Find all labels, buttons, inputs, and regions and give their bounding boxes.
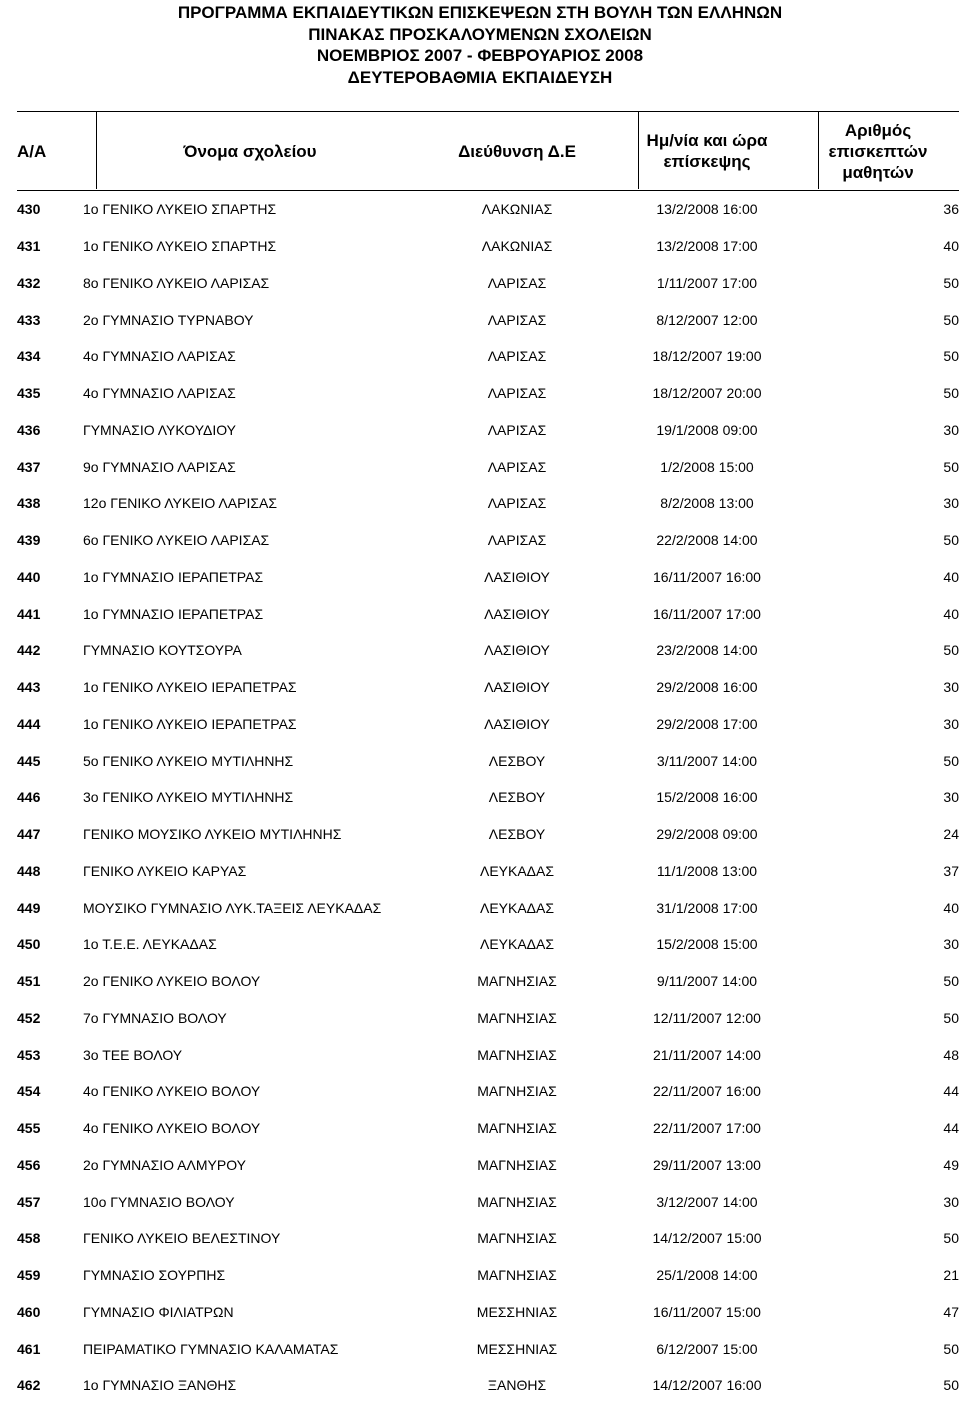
school-name: 1ο ΓΕΝΙΚΟ ΛΥΚΕΙΟ ΣΠΑΡΤΗΣ [83, 238, 277, 255]
visits-table [17, 111, 959, 1404]
table-row [17, 963, 959, 1000]
school-name: ΓΕΝΙΚΟ ΛΥΚΕΙΟ ΒΕΛΕΣΤΙΝΟΥ [83, 1230, 281, 1247]
table-row [17, 1147, 959, 1184]
table-row [17, 1294, 959, 1331]
directorate: ΛΑΣΙΘΙΟΥ [484, 679, 550, 696]
school-name: 1ο ΓΥΜΝΑΣΙΟ ΙΕΡΑΠΕΤΡΑΣ [83, 568, 264, 585]
students-header-line-2: επισκεπτών [828, 141, 928, 161]
row-number: 448 [17, 862, 41, 879]
row-number: 442 [17, 642, 41, 659]
row-number: 445 [17, 752, 41, 769]
directorate: ΜΑΓΝΗΣΙΑΣ [477, 1083, 557, 1100]
visit-datetime: 15/2/2008 16:00 [656, 789, 758, 806]
visit-datetime: 14/12/2007 16:00 [652, 1377, 762, 1394]
visit-datetime: 3/12/2007 14:00 [656, 1193, 758, 1210]
table-row [17, 926, 959, 963]
row-number: 455 [17, 1120, 41, 1137]
row-number: 436 [17, 421, 41, 438]
school-name: 1ο ΓΕΝΙΚΟ ΛΥΚΕΙΟ ΣΠΑΡΤΗΣ [83, 201, 277, 218]
table-header-row [17, 112, 959, 191]
datetime-header-line-2: επίσκεψης [663, 152, 751, 171]
visit-datetime: 3/11/2007 14:00 [656, 752, 758, 769]
school-name: 2ο ΓΥΜΝΑΣΙΟ ΑΛΜΥΡΟΥ [83, 1156, 246, 1173]
directorate: ΜΕΣΣΗΝΙΑΣ [476, 1303, 558, 1320]
row-number: 456 [17, 1156, 41, 1173]
students-header-line-3: μαθητών [842, 162, 914, 182]
row-number: 458 [17, 1230, 41, 1247]
row-number: 453 [17, 1046, 41, 1063]
student-count: 44 [943, 1083, 959, 1100]
table-row [17, 559, 959, 596]
school-name: ΜΟΥΣΙΚΟ ΓΥΜΝΑΣΙΟ ΛΥΚ.ΤΑΞΕΙΣ ΛΕΥΚΑΔΑΣ [83, 899, 382, 916]
directorate: ΛΑΣΙΘΙΟΥ [484, 605, 550, 622]
directorate: ΜΑΓΝΗΣΙΑΣ [477, 1120, 557, 1137]
school-name: 3ο ΤΕΕ ΒΟΛΟΥ [83, 1046, 183, 1063]
student-count: 30 [943, 789, 959, 806]
visit-datetime: 12/11/2007 12:00 [653, 1009, 761, 1026]
school-name: 4ο ΓΕΝΙΚΟ ΛΥΚΕΙΟ ΒΟΛΟΥ [83, 1083, 261, 1100]
table-body [17, 191, 959, 1404]
student-count: 30 [943, 421, 959, 438]
directorate: ΛΕΣΒΟΥ [488, 752, 546, 769]
school-name: 4ο ΓΕΝΙΚΟ ΛΥΚΕΙΟ ΒΟΛΟΥ [83, 1120, 261, 1137]
student-count: 30 [943, 679, 959, 696]
student-count: 40 [943, 899, 959, 916]
student-count: 50 [943, 348, 959, 365]
table-row [17, 228, 959, 265]
directorate: ΜΕΣΣΗΝΙΑΣ [476, 1340, 558, 1357]
table-row [17, 412, 959, 449]
student-count: 50 [943, 532, 959, 549]
row-number: 439 [17, 532, 41, 549]
column-header-students [797, 112, 959, 191]
school-name: ΓΥΜΝΑΣΙΟ ΛΥΚΟΥΔΙΟΥ [83, 421, 237, 438]
directorate: ΛΕΣΒΟΥ [488, 789, 546, 806]
row-number: 444 [17, 715, 41, 732]
school-name: 4ο ΓΥΜΝΑΣΙΟ ΛΑΡΙΣΑΣ [83, 348, 236, 365]
table-row [17, 742, 959, 779]
school-name: ΠΕΙΡΑΜΑΤΙΚΟ ΓΥΜΝΑΣΙΟ ΚΑΛΑΜΑΤΑΣ [83, 1340, 339, 1357]
visit-datetime: 18/12/2007 19:00 [652, 348, 762, 365]
school-name: 10ο ΓΥΜΝΑΣΙΟ ΒΟΛΟΥ [83, 1193, 235, 1210]
school-name: ΓΕΝΙΚΟ ΛΥΚΕΙΟ ΚΑΡΥΑΣ [83, 862, 247, 879]
table-row [17, 1257, 959, 1294]
directorate: ΛΕΥΚΑΔΑΣ [479, 899, 555, 916]
row-number: 430 [17, 201, 41, 218]
student-count: 47 [943, 1303, 959, 1320]
school-name: 2ο ΓΥΜΝΑΣΙΟ ΤΥΡΝΑΒΟΥ [83, 311, 254, 328]
visit-datetime: 21/11/2007 14:00 [653, 1046, 761, 1063]
visit-datetime: 19/1/2008 09:00 [656, 421, 758, 438]
student-count: 48 [943, 1046, 959, 1063]
directorate: ΜΑΓΝΗΣΙΑΣ [477, 973, 557, 990]
visit-datetime: 29/11/2007 13:00 [653, 1156, 761, 1173]
visit-datetime: 15/2/2008 15:00 [656, 936, 758, 953]
table-row [17, 595, 959, 632]
directorate: ΛΕΣΒΟΥ [488, 826, 546, 843]
column-header-datetime [617, 112, 797, 191]
row-number: 437 [17, 458, 41, 475]
directorate: ΛΑΡΙΣΑΣ [487, 311, 547, 328]
school-name: 3ο ΓΕΝΙΚΟ ΛΥΚΕΙΟ ΜΥΤΙΛΗΝΗΣ [83, 789, 294, 806]
table-row [17, 632, 959, 669]
student-count: 40 [943, 605, 959, 622]
school-name: ΓΥΜΝΑΣΙΟ ΦΙΛΙΑΤΡΩΝ [83, 1303, 234, 1320]
visit-datetime: 16/11/2007 15:00 [653, 1303, 761, 1320]
row-number: 457 [17, 1193, 41, 1210]
student-count: 37 [943, 862, 959, 879]
row-number: 434 [17, 348, 41, 365]
row-number: 433 [17, 311, 41, 328]
table-row [17, 338, 959, 375]
directorate: ΜΑΓΝΗΣΙΑΣ [477, 1009, 557, 1026]
visit-datetime: 14/12/2007 15:00 [652, 1230, 762, 1247]
student-count: 30 [943, 1193, 959, 1210]
school-name: 12ο ΓΕΝΙΚΟ ΛΥΚΕΙΟ ΛΑΡΙΣΑΣ [83, 495, 277, 512]
student-count: 50 [943, 458, 959, 475]
student-count: 50 [943, 1340, 959, 1357]
row-number: 461 [17, 1340, 41, 1357]
row-number: 447 [17, 826, 41, 843]
row-number: 443 [17, 679, 41, 696]
school-name: 2ο ΓΕΝΙΚΟ ΛΥΚΕΙΟ ΒΟΛΟΥ [83, 973, 261, 990]
row-number: 460 [17, 1303, 41, 1320]
visit-datetime: 29/2/2008 17:00 [656, 715, 758, 732]
student-count: 49 [943, 1156, 959, 1173]
directorate: ΛΑΡΙΣΑΣ [487, 385, 547, 402]
students-header-line-1: Αριθμός [844, 120, 912, 140]
row-number: 459 [17, 1267, 41, 1284]
table-row [17, 485, 959, 522]
table-row [17, 1220, 959, 1257]
visit-datetime: 1/2/2008 15:00 [660, 458, 754, 475]
student-count: 50 [943, 311, 959, 328]
row-number: 452 [17, 1009, 41, 1026]
column-header-school: Όνομα σχολείου [183, 141, 317, 161]
table-row [17, 1110, 959, 1147]
school-name: 4ο ΓΥΜΝΑΣΙΟ ΛΑΡΙΣΑΣ [83, 385, 236, 402]
directorate: ΛΑΚΩΝΙΑΣ [481, 238, 553, 255]
visit-datetime: 31/1/2008 17:00 [656, 899, 758, 916]
school-name: 8ο ΓΕΝΙΚΟ ΛΥΚΕΙΟ ΛΑΡΙΣΑΣ [83, 274, 270, 291]
student-count: 50 [943, 752, 959, 769]
directorate: ΛΑΡΙΣΑΣ [487, 348, 547, 365]
column-header-aa: Α/Α [17, 141, 47, 161]
directorate: ΜΑΓΝΗΣΙΑΣ [477, 1156, 557, 1173]
datetime-header-line-1: Ημ/νία και ώρα [646, 131, 768, 150]
row-number: 446 [17, 789, 41, 806]
student-count: 40 [943, 238, 959, 255]
table-row [17, 889, 959, 926]
student-count: 30 [943, 715, 959, 732]
directorate: ΛΕΥΚΑΔΑΣ [479, 936, 555, 953]
table-row [17, 853, 959, 890]
student-count: 21 [943, 1267, 959, 1284]
title-line-3: ΝΟΕΜΒΡΙΟΣ 2007 - ΦΕΒΡΟΥΑΡΙΟΣ 2008 [316, 46, 644, 65]
table-row [17, 1183, 959, 1220]
directorate: ΛΕΥΚΑΔΑΣ [479, 862, 555, 879]
directorate: ΛΑΡΙΣΑΣ [487, 458, 547, 475]
student-count: 50 [943, 1009, 959, 1026]
visit-datetime: 13/2/2008 16:00 [656, 201, 758, 218]
school-name: 9ο ΓΥΜΝΑΣΙΟ ΛΑΡΙΣΑΣ [83, 458, 236, 475]
student-count: 50 [943, 973, 959, 990]
visit-datetime: 22/2/2008 14:00 [656, 532, 758, 549]
row-number: 450 [17, 936, 41, 953]
row-number: 451 [17, 973, 41, 990]
visit-datetime: 16/11/2007 17:00 [653, 605, 761, 622]
school-name: 7ο ΓΥΜΝΑΣΙΟ ΒΟΛΟΥ [83, 1009, 227, 1026]
visit-datetime: 29/2/2008 16:00 [656, 679, 758, 696]
title-line-2: ΠΙΝΑΚΑΣ ΠΡΟΣΚΑΛΟΥΜΕΝΩΝ ΣΧΟΛΕΙΩΝ [308, 24, 652, 44]
school-name: ΓΥΜΝΑΣΙΟ ΚΟΥΤΣΟΥΡΑ [83, 642, 242, 659]
student-count: 50 [943, 1230, 959, 1247]
title-line-1: ΠΡΟΓΡΑΜΜΑ ΕΚΠΑΙΔΕΥΤΙΚΩΝ ΕΠΙΣΚΕΨΕΩΝ ΣΤΗ ΒΟΥΛΗ ΤΩΝ ΕΛΛΗΝΩΝ [177, 3, 783, 22]
visit-datetime: 23/2/2008 14:00 [656, 642, 758, 659]
visit-datetime: 8/12/2007 12:00 [656, 311, 758, 328]
title-line-4: ΔΕΥΤΕΡΟΒΑΘΜΙΑ ΕΚΠΑΙΔΕΥΣΗ [347, 67, 613, 87]
table-row [17, 1036, 959, 1073]
visit-datetime: 29/2/2008 09:00 [656, 826, 758, 843]
student-count: 50 [943, 274, 959, 291]
visit-datetime: 13/2/2008 17:00 [656, 238, 758, 255]
student-count: 30 [943, 495, 959, 512]
school-name: 6ο ΓΕΝΙΚΟ ΛΥΚΕΙΟ ΛΑΡΙΣΑΣ [83, 532, 270, 549]
document-title-block [0, 0, 960, 88]
row-number: 438 [17, 495, 41, 512]
student-count: 50 [943, 385, 959, 402]
directorate: ΛΑΣΙΘΙΟΥ [484, 568, 550, 585]
directorate: ΛΑΡΙΣΑΣ [487, 532, 547, 549]
student-count: 40 [943, 568, 959, 585]
row-number: 432 [17, 274, 41, 291]
visit-datetime: 22/11/2007 17:00 [653, 1120, 761, 1137]
school-name: ΓΕΝΙΚΟ ΜΟΥΣΙΚΟ ΛΥΚΕΙΟ ΜΥΤΙΛΗΝΗΣ [83, 826, 342, 843]
row-number: 454 [17, 1083, 41, 1100]
row-number: 440 [17, 568, 41, 585]
directorate: ΞΑΝΘΗΣ [487, 1377, 547, 1394]
row-number: 441 [17, 605, 41, 622]
table-row [17, 1367, 959, 1404]
table-row [17, 1330, 959, 1367]
table-row [17, 706, 959, 743]
student-count: 50 [943, 642, 959, 659]
visit-datetime: 1/11/2007 17:00 [656, 274, 758, 291]
visit-datetime: 11/1/2008 13:00 [656, 862, 758, 879]
table-row [17, 779, 959, 816]
visit-datetime: 16/11/2007 16:00 [653, 568, 761, 585]
row-number: 449 [17, 899, 41, 916]
visit-datetime: 8/2/2008 13:00 [660, 495, 754, 512]
school-name: 1ο Τ.Ε.Ε. ΛΕΥΚΑΔΑΣ [83, 936, 217, 953]
visit-datetime: 6/12/2007 15:00 [656, 1340, 758, 1357]
row-number: 431 [17, 238, 41, 255]
directorate: ΜΑΓΝΗΣΙΑΣ [477, 1046, 557, 1063]
directorate: ΛΑΣΙΘΙΟΥ [484, 715, 550, 732]
school-name: 1ο ΓΕΝΙΚΟ ΛΥΚΕΙΟ ΙΕΡΑΠΕΤΡΑΣ [83, 679, 297, 696]
table-row [17, 301, 959, 338]
table-row [17, 669, 959, 706]
visit-datetime: 18/12/2007 20:00 [652, 385, 762, 402]
directorate: ΜΑΓΝΗΣΙΑΣ [477, 1267, 557, 1284]
directorate: ΛΑΣΙΘΙΟΥ [484, 642, 550, 659]
visit-datetime: 22/11/2007 16:00 [653, 1083, 761, 1100]
directorate: ΛΑΡΙΣΑΣ [487, 495, 547, 512]
school-name: 5ο ΓΕΝΙΚΟ ΛΥΚΕΙΟ ΜΥΤΙΛΗΝΗΣ [83, 752, 294, 769]
table-row [17, 265, 959, 302]
visit-datetime: 9/11/2007 14:00 [656, 973, 758, 990]
row-number: 435 [17, 385, 41, 402]
student-count: 44 [943, 1120, 959, 1137]
school-name: 1ο ΓΕΝΙΚΟ ΛΥΚΕΙΟ ΙΕΡΑΠΕΤΡΑΣ [83, 715, 297, 732]
row-number: 462 [17, 1377, 41, 1394]
directorate: ΛΑΡΙΣΑΣ [487, 421, 547, 438]
table-row [17, 191, 959, 228]
visit-datetime: 25/1/2008 14:00 [656, 1267, 758, 1284]
student-count: 50 [943, 1377, 959, 1394]
column-header-directorate: Διεύθυνση Δ.Ε [458, 141, 576, 161]
table-row [17, 1073, 959, 1110]
table-row [17, 816, 959, 853]
table-row [17, 375, 959, 412]
directorate: ΛΑΚΩΝΙΑΣ [481, 201, 553, 218]
student-count: 24 [943, 826, 959, 843]
student-count: 30 [943, 936, 959, 953]
table-row [17, 448, 959, 485]
student-count: 36 [943, 201, 959, 218]
directorate: ΛΑΡΙΣΑΣ [487, 274, 547, 291]
table-row [17, 522, 959, 559]
school-name: ΓΥΜΝΑΣΙΟ ΣΟΥΡΠΗΣ [83, 1267, 226, 1284]
directorate: ΜΑΓΝΗΣΙΑΣ [477, 1193, 557, 1210]
table-row [17, 1000, 959, 1037]
school-name: 1ο ΓΥΜΝΑΣΙΟ ΞΑΝΘΗΣ [83, 1377, 237, 1394]
school-name: 1ο ΓΥΜΝΑΣΙΟ ΙΕΡΑΠΕΤΡΑΣ [83, 605, 264, 622]
directorate: ΜΑΓΝΗΣΙΑΣ [477, 1230, 557, 1247]
